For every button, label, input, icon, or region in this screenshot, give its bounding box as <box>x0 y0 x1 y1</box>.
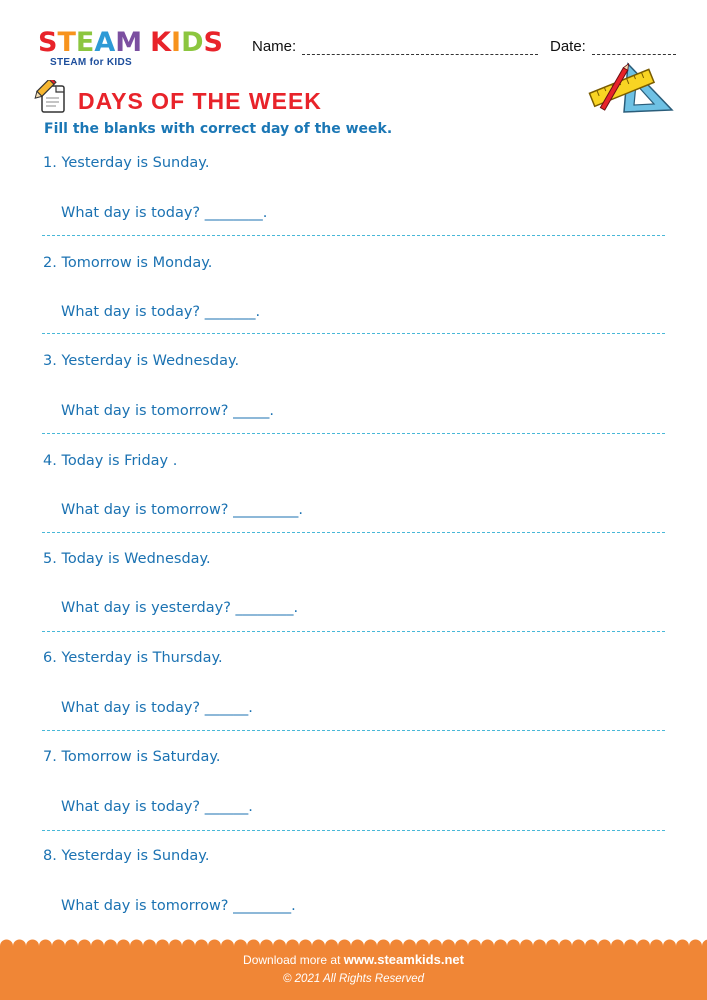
footer-download-line <box>0 952 707 968</box>
question-prompt[interactable]: What day is today? _______. <box>61 304 261 320</box>
question-prompt[interactable]: What day is today? ________. <box>61 205 268 221</box>
logo-letter: I <box>171 27 182 58</box>
question-statement: 3. Yesterday is Wednesday. <box>43 353 240 369</box>
logo-letter: A <box>94 27 116 58</box>
date-label: Date: <box>550 38 586 55</box>
question-statement: 5. Today is Wednesday. <box>43 551 211 567</box>
logo-wordmark <box>38 27 238 58</box>
question-divider <box>42 830 665 831</box>
question-prompt[interactable]: What day is tomorrow? _________. <box>61 502 303 518</box>
logo-letter: T <box>57 27 76 58</box>
question-statement: 6. Yesterday is Thursday. <box>43 650 223 666</box>
name-blank-line[interactable] <box>302 43 538 55</box>
question-prompt[interactable]: What day is tomorrow? ________. <box>61 898 296 914</box>
question-prompt[interactable]: What day is tomorrow? _____. <box>61 403 274 419</box>
footer-download-text: Download more at <box>243 953 341 967</box>
footer-site-link[interactable]: www.steamkids.net <box>343 952 464 967</box>
question-statement: 2. Tomorrow is Monday. <box>43 255 213 271</box>
logo-letter: M <box>115 27 143 58</box>
question-prompt[interactable]: What day is yesterday? ________. <box>61 600 299 616</box>
logo-tagline: STEAM for KIDS <box>50 57 132 68</box>
page-title: DAYS OF THE WEEK <box>78 88 322 114</box>
question-divider <box>42 333 665 334</box>
pencil-paper-icon <box>34 80 70 116</box>
date-field[interactable] <box>550 38 676 55</box>
logo-letter: D <box>181 27 204 58</box>
question-statement: 4. Today is Friday . <box>43 453 178 469</box>
question-prompt[interactable]: What day is today? ______. <box>61 799 253 815</box>
name-label: Name: <box>252 38 297 55</box>
logo-letter: S <box>38 27 58 58</box>
question-prompt[interactable]: What day is today? ______. <box>61 700 253 716</box>
steam-kids-logo <box>38 27 238 72</box>
logo-letter: E <box>75 27 95 58</box>
question-divider <box>42 433 665 434</box>
question-divider <box>42 532 665 533</box>
question-statement: 1. Yesterday is Sunday. <box>43 155 210 171</box>
ruler-set-square-icon <box>584 60 674 118</box>
instructions: Fill the blanks with correct day of the week. <box>44 121 393 137</box>
logo-letter: K <box>150 27 172 58</box>
question-statement: 8. Yesterday is Sunday. <box>43 848 210 864</box>
date-blank-line[interactable] <box>592 43 676 55</box>
footer-copyright: © 2021 All Rights Reserved <box>282 973 424 985</box>
question-divider <box>42 631 665 632</box>
question-divider <box>42 730 665 731</box>
logo-letter: S <box>203 27 223 58</box>
question-statement: 7. Tomorrow is Saturday. <box>43 749 221 765</box>
question-divider <box>42 235 665 236</box>
name-field[interactable] <box>252 38 538 55</box>
